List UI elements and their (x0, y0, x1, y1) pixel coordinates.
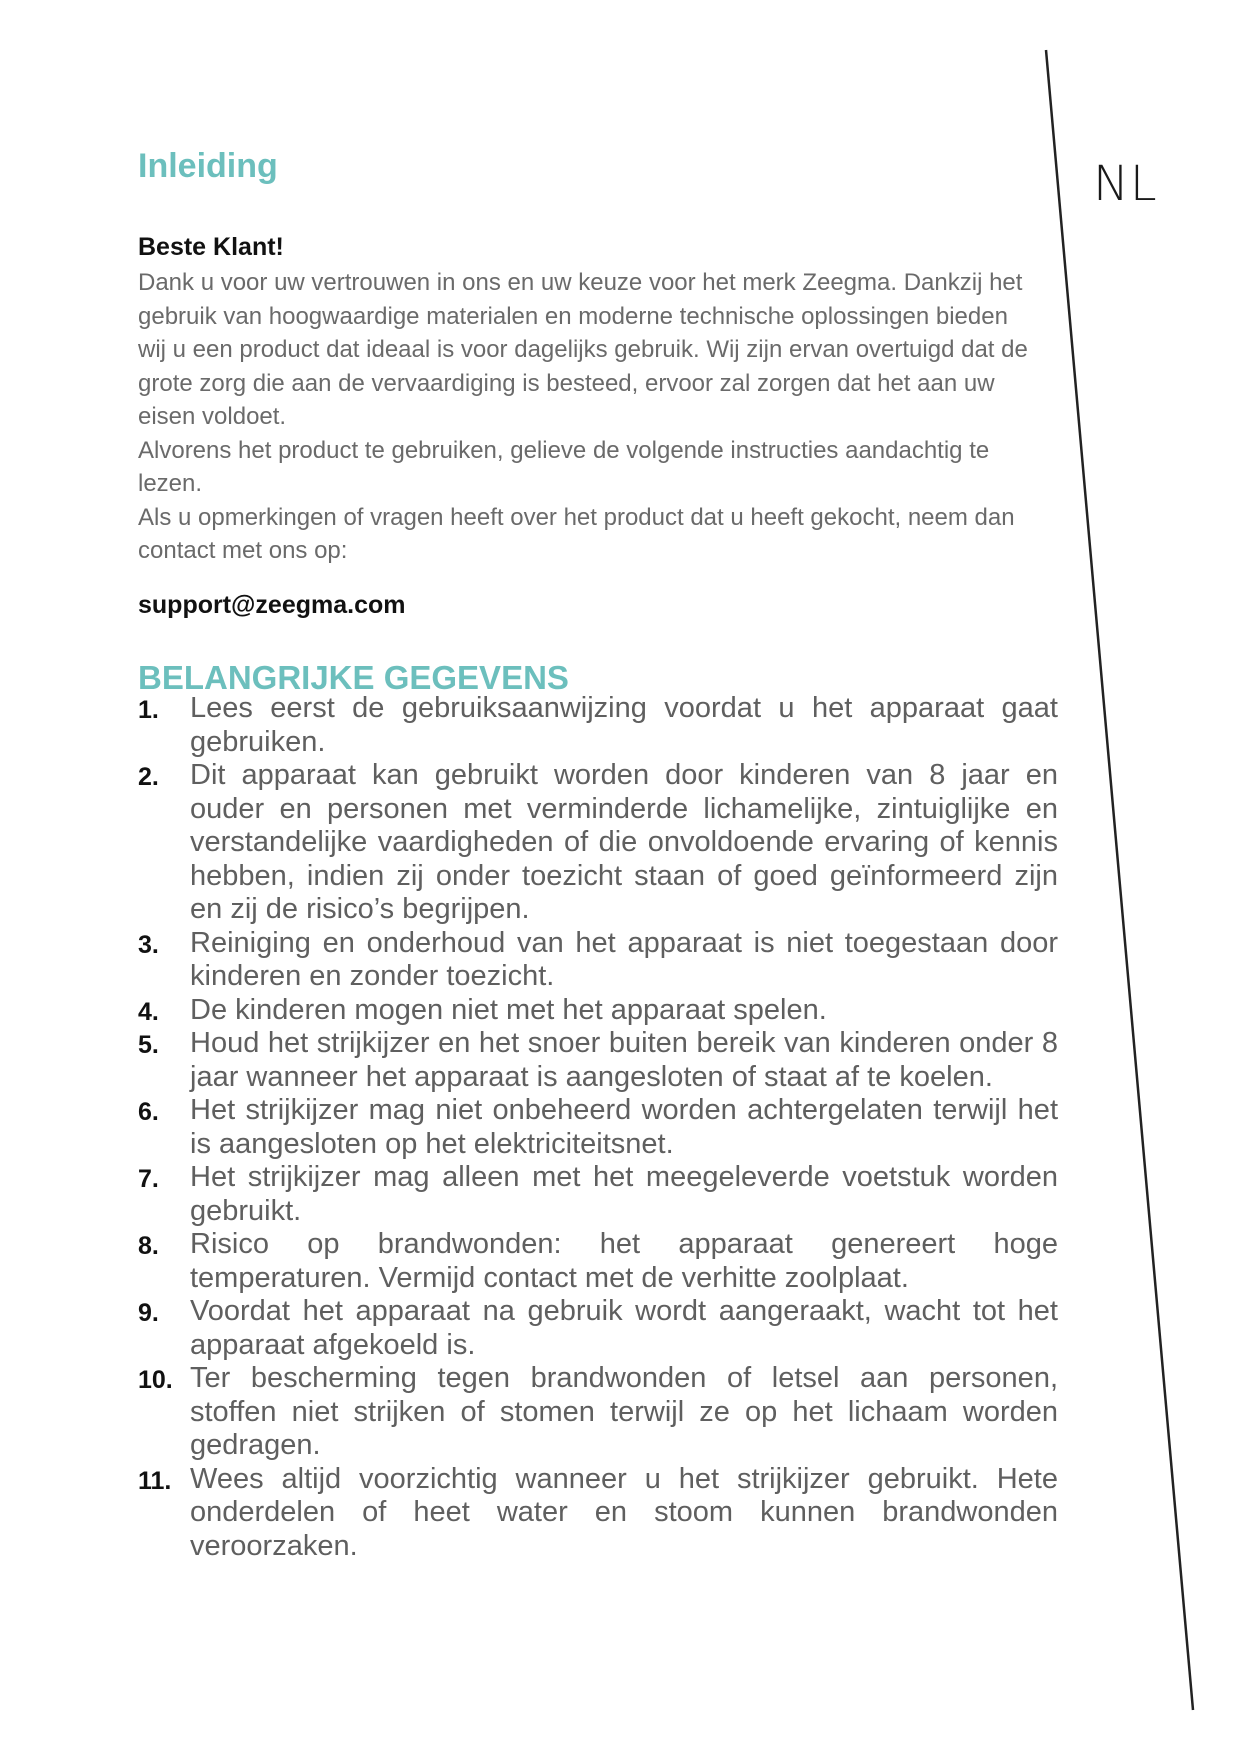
list-item-text: Ter bescherming tegen brandwonden of letsel aan personen, stoffen niet strijken of stomen terwijl ze op het lichaam worden gedragen. (190, 1362, 1058, 1461)
list-item-text: Het strijkijzer mag alleen met het meegeleverde voetstuk worden gebruikt. (190, 1161, 1058, 1227)
list-item (138, 1295, 1058, 1362)
language-tag: NL (1093, 156, 1158, 212)
list-item-text: De kinderen mogen niet met het apparaat spelen. (190, 993, 827, 1026)
list-item-text: Het strijkijzer mag niet onbeheerd worden achtergelaten terwijl het is aangesloten op het elektriciteitsnet. (190, 1094, 1058, 1160)
list-item (138, 692, 1058, 759)
list-item (138, 1094, 1058, 1161)
list-item-text: Risico op brandwonden: het apparaat genereert hoge temperaturen. Vermijd contact met de verhitte zoolplaat. (190, 1228, 1058, 1294)
list-item (138, 759, 1058, 927)
list-item-number: 8. (138, 1232, 159, 1260)
intro-paragraph: Dank u voor uw vertrouwen in ons en uw keuze voor het merk Zeegma. Dankzij het gebruik van hoogwaardige materialen en moderne technische oplossingen bieden wij u een product dat ideaal is voor dagelijks gebruik. Wij zijn ervan overtuigd dat de grote zorg die aan de vervaardiging is besteed, ervoor zal zorgen dat het aan uw eisen voldoet. (138, 269, 1028, 430)
safety-list (138, 692, 1058, 1563)
list-item-number: 1. (138, 696, 159, 724)
list-item (138, 1362, 1058, 1463)
list-item-number: 11. (138, 1466, 172, 1495)
intro-paragraph: Alvorens het product te gebruiken, gelieve de volgende instructies aandachtig te lezen. (138, 436, 990, 497)
list-item-text: Voordat het apparaat na gebruik wordt aangeraakt, wacht tot het apparaat afgekoeld is. (190, 1295, 1058, 1361)
list-item-text: Wees altijd voorzichtig wanneer u het strijkijzer gebruikt. Hete onderdelen of heet water en stoom kunnen brandwonden veroorzaken. (190, 1462, 1058, 1562)
list-item-number: 5. (138, 1031, 159, 1059)
list-item-number: 6. (138, 1098, 159, 1126)
list-item-number: 7. (138, 1165, 159, 1193)
important-section (138, 658, 1058, 1563)
list-item (138, 1463, 1058, 1564)
greeting: Beste Klant! (138, 233, 284, 261)
list-item-text: Houd het strijkijzer en het snoer buiten bereik van kinderen onder 8 jaar wanneer het apparaat is aangesloten of staat af te koelen. (190, 1027, 1058, 1093)
list-item-text: Reiniging en onderhoud van het apparaat is niet toegestaan door kinderen en zonder toezicht. (190, 926, 1058, 992)
list-item (138, 927, 1058, 994)
list-item (138, 994, 1058, 1028)
list-item-number: 9. (138, 1299, 159, 1327)
list-item (138, 1161, 1058, 1228)
important-heading: BELANGRIJKE GEGEVENS (138, 659, 569, 696)
list-item (138, 1027, 1058, 1094)
list-item-text: Dit apparaat kan gebruikt worden door kinderen van 8 jaar en ouder en personen met verminderde lichamelijke, zintuiglijke en verstandelijke vaardigheden of die onvoldoende ervaring of kennis hebben, indien zij onder toezicht staan of goed geïnformeerd zijn en zij de risico’s begrijpen. (190, 759, 1058, 925)
support-email: support@zeegma.com (138, 590, 406, 619)
list-item-number: 10. (138, 1366, 173, 1394)
list-item (138, 1228, 1058, 1295)
intro-section (138, 146, 1038, 620)
list-item-number: 3. (138, 930, 159, 959)
list-item-number: 2. (138, 763, 159, 791)
intro-heading: Inleiding (138, 147, 278, 185)
list-item-text: Lees eerst de gebruiksaanwijzing voordat u het apparaat gaat gebruiken. (190, 692, 1058, 758)
intro-paragraph: Als u opmerkingen of vragen heeft over het product dat u heeft gekocht, neem dan contact met ons op: (138, 503, 1015, 564)
list-item-number: 4. (138, 997, 159, 1026)
